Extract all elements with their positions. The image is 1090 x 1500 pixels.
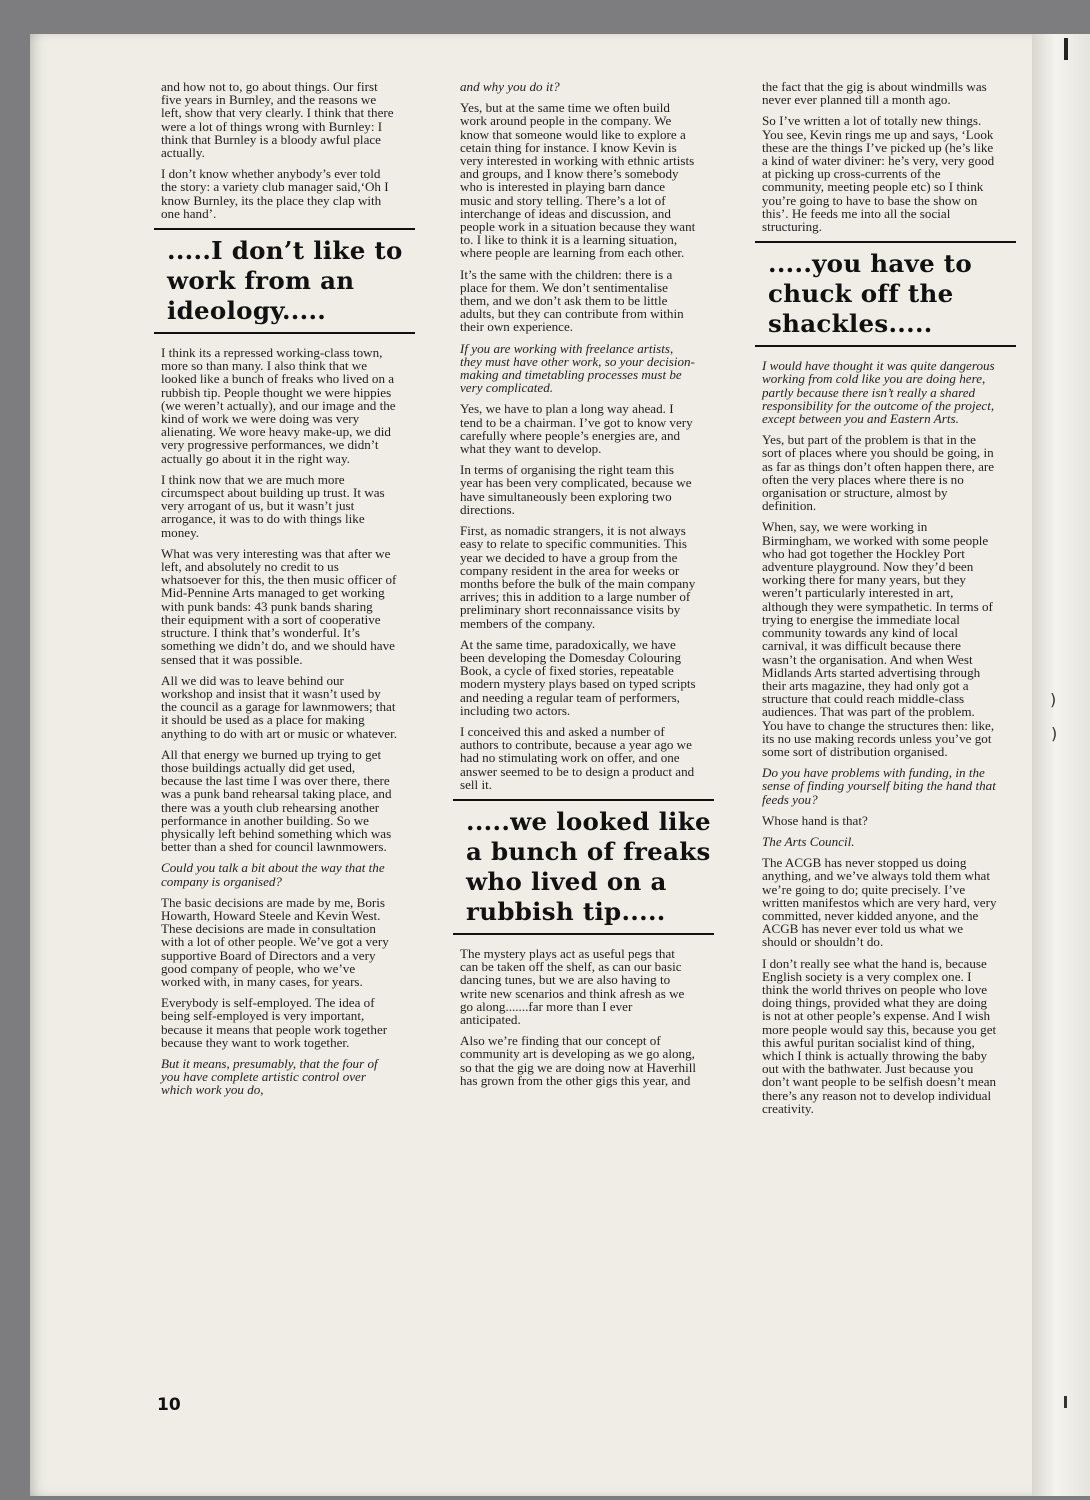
interview-question: I would have thought it was quite dangerous working from cold like you are doing here, partly because there isn’t really a shared responsibility for the outcome of the project, except between you and Eastern Arts. xyxy=(762,358,995,427)
margin-mark: ) xyxy=(1050,690,1057,709)
paragraph: So I’ve written a lot of totally new things. You see, Kevin rings me up and says, ‘Look these are the things I’ve picked up (he’s like a kind of water diviner: he’s very, very good at picking up cross-currents of the community, meeting people etc) so I think you’re going to have to base the show on this’. He feeds me into all the social structuring. xyxy=(762,113,995,235)
paragraph: Also we’re finding that our concept of community art is developing as we go along, so that the gig we are doing now at Haverhill has grown from the other gigs this year, and xyxy=(460,1033,696,1088)
paragraph: I don’t know whether anybody’s ever told the story: a variety club manager said,‘Oh I know Burnley, its the place they clap with one hand’. xyxy=(161,166,389,221)
column-3 xyxy=(762,80,998,1123)
interview-question: and why you do it? xyxy=(460,79,560,94)
pull-quote: .....I don’t like to work from an ideology..... xyxy=(154,228,415,334)
paragraph: Yes, we have to plan a long way ahead. I tend to be a chairman. I’ve got to know very carefully where people’s energies are, and what they want to develop. xyxy=(460,401,693,457)
paragraph: The ACGB has never stopped us doing anything, and we’ve always told them what we’re going to do; quite precisely. I’ve written manifestos which are very hard, very committed, never kidded anyone, and the ACGB has never ever told us what we should or shouldn’t do. xyxy=(762,855,997,950)
page-gutter xyxy=(1032,34,1090,1496)
interview-question: The Arts Council. xyxy=(762,833,855,849)
paragraph: I think its a repressed working-class town, more so than many. I also think that we looked like a bunch of freaks who lived on a rubbish tip. People thought we were hippies (we weren’t actually), and our image and the kind of work we were doing was very alienating. We wore heavy make-up, we did very progressive performances, we didn’t actually go about it in the right way. xyxy=(161,345,396,466)
gutter-mark xyxy=(1064,1396,1067,1408)
paragraph: First, as nomadic strangers, it is not always easy to relate to specific communities. This year we decided to have a group from the company resident in the area for weeks or months before the bulk of the main company arrives; this in addition to a large number of preliminary short reconnaissance visits by members of the company. xyxy=(460,523,696,631)
column-2 xyxy=(460,79,711,1095)
page-number: 10 xyxy=(157,1395,181,1415)
paragraph: It’s the same with the children: there is a place for them. We don’t sentimentalise them, and we don’t ask them to be little adults, but they can contribute from within their own experience. xyxy=(460,266,684,335)
gutter-mark xyxy=(1064,38,1068,60)
paragraph: When, say, we were working in Birmingham, we worked with some people who had got together the Hockley Port adventure playground. Now they’d been working there for many years, but they weren’t particularly interested in art, although they were sympathetic. In terms of trying to energise the immediate local community towards any kind of local carnival, it was difficult because there wasn’t the organisation. And when West Midlands Arts started advertising through their arts magazine, they had only got a structure that could reach middle-class audiences. That was part of the problem. You have to change the structures then: like, its no use making records unless you’ve got some sort of distribution organised. xyxy=(762,519,995,759)
interview-question: If you are working with freelance artists, they must have other work, so your decision-making and timetabling processes must be very complicated. xyxy=(460,340,695,396)
paragraph: Yes, but at the same time we often build work around people in the company. We know that someone would like to explore a cetain thing for instance. I know Kevin is very interested in working with ethnic artists and groups, and I know there’s somebody who is interested in playing barn dance music and story telling. There’s a lot of interchange of ideas and discussion, and people work in a situation because they want to. I like to think it is a learning situation, where people are learning from each other. xyxy=(460,100,696,261)
paragraph: The mystery plays act as useful pegs that can be taken off the shelf, as can our basic dancing tunes, but we are also having to write new scenarios and think afresh as we go along.......far more than I ever anticipated. xyxy=(460,945,685,1027)
interview-question: But it means, presumably, that the four of you have complete artistic control over which work you do, xyxy=(161,1055,378,1098)
paragraph: I conceived this and asked a number of authors to contribute, because a year ago we had no stimulating work on offer, and one answer seemed to be to design a product and sell it. xyxy=(460,723,695,792)
paragraph: All we did was to leave behind our workshop and insist that it wasn’t used by the council as a garage for lawnmowers; that it should be used as a place for making anything to do with art or music or whatever. xyxy=(161,672,398,741)
paragraph: I think now that we are much more circumspect about building up trust. It was very arrogant of us, but it wasn’t just arrogance, it was to do with things like money. xyxy=(161,471,385,540)
margin-mark: ) xyxy=(1051,724,1058,743)
paragraph: Yes, but part of the problem is that in the sort of places where you should be going, in as far as things don’t often happen there, are often the very places where there is no organisation or structure, almost by definition. xyxy=(762,432,995,514)
pull-quote: .....you have to chuck off the shackles..... xyxy=(755,241,1016,347)
paragraph: In terms of organising the right team this year has been very complicated, because we have simultaneously been exploring two directions. xyxy=(460,462,692,517)
paragraph: and how not to, go about things. Our first five years in Burnley, and the reasons we left, show that very clearly. I think that there were a lot of things wrong with Burnley: I think that Burnley is a bloody awful place actually. xyxy=(161,79,394,161)
column-1 xyxy=(161,79,403,1105)
paragraph: Whose hand is that? xyxy=(762,812,868,828)
interview-question: Do you have problems with funding, in the sense of finding yourself biting the hand that feeds you? xyxy=(762,765,996,807)
paragraph: What was very interesting was that after we left, and absolutely no credit to us whatsoever for this, the then music officer of Mid-Pennine Arts managed to get working with punk bands: 43 punk bands sharing their equipment with a sort of cooperative structure. I think that’s wonderful. It’s something we didn’t do, and we should have sensed that it was possible. xyxy=(161,545,397,667)
paragraph: The basic decisions are made by me, Boris Howarth, Howard Steele and Kevin West. These decisions are made in consultation with a lot of other people. We’ve got a very supportive Board of Directors and a very good company of people, who we’ve worked with, in many cases, for years. xyxy=(161,894,389,989)
paragraph: All that energy we burned up trying to get those buildings actually did get used, because the last time I was over there, there was a punk band rehearsal taking place, and there was a youth club rehearsing another performance in another building. So we physically left behind something which was better than a shed for council lawnmowers. xyxy=(161,746,392,855)
interview-question: Could you talk a bit about the way that the company is organised? xyxy=(161,860,385,889)
paragraph: Everybody is self-employed. The idea of being self-employed is very important, because it means that people work together because they want to work together. xyxy=(161,995,388,1050)
paragraph: the fact that the gig is about windmills was never ever planned till a month ago. xyxy=(762,79,987,108)
pull-quote: .....we looked like a bunch of freaks who lived on a rubbish tip..... xyxy=(453,799,714,935)
paragraph: I don’t really see what the hand is, because English society is a very complex one. I think the world thrives on people who love doing things, provided what they are doing is not at other people’s expense. And I wish more people would say this, because you get this awful puritan socialist kind of thing, which I think is actually throwing the baby out with the bathwater. Just because you don’t want people to be selfish doesn’t mean there’s any reason not to develop individual creativity. xyxy=(762,955,997,1116)
paragraph: At the same time, paradoxically, we have been developing the Domesday Colouring Book, a cycle of fixed stories, repeatable modern mystery plays based on typed scripts and needing a regular team of performers, including two actors. xyxy=(460,636,696,718)
